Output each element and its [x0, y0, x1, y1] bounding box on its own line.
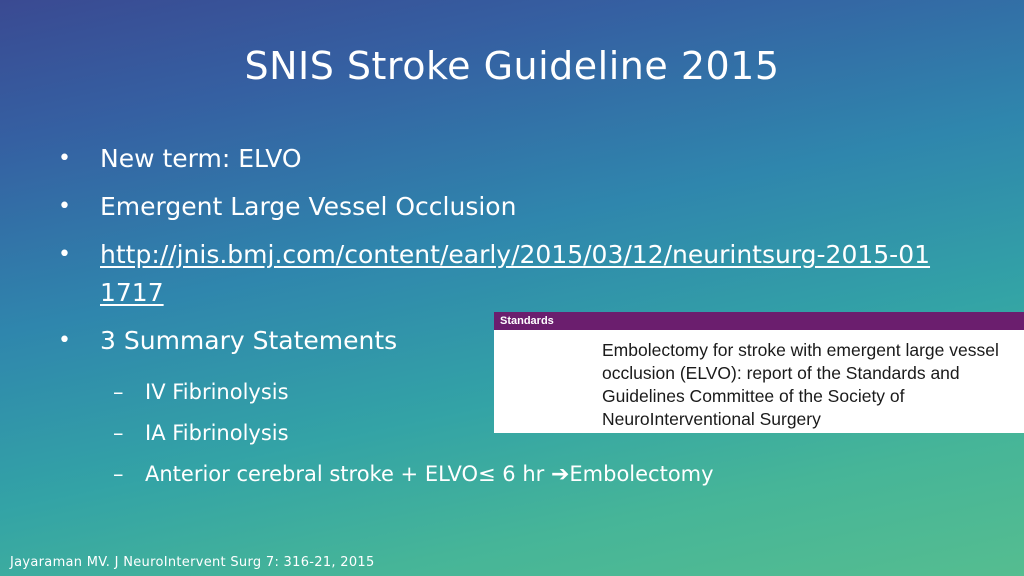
article-title: Embolectomy for stroke with emergent large vessel occlusion (ELVO): report of the Standards and Guidelines Committee of the Society of NeuroInterventional Surgery	[602, 340, 999, 429]
right-arrow-icon: ➔	[550, 462, 570, 487]
bullet-elvo-definition	[58, 188, 958, 226]
sub-bullet-text: IA Fibrinolysis	[145, 421, 289, 445]
dash-icon: –	[113, 380, 124, 404]
bullet-url	[58, 236, 940, 312]
jnis-article-link[interactable]: http://jnis.bmj.com/content/early/2015/03/12/neurintsurg-2015-011717	[100, 240, 931, 307]
bullet-icon: •	[58, 194, 71, 219]
sub-bullet-text: IV Fibrinolysis	[145, 380, 289, 404]
slide-title: SNIS Stroke Guideline 2015	[244, 44, 780, 88]
bullet-text: 3 Summary Statements	[100, 326, 398, 355]
bullet-icon: •	[58, 146, 71, 171]
dash-icon: –	[113, 421, 124, 445]
sub-bullet-text-end: Embolectomy	[569, 462, 714, 486]
bullet-new-term	[58, 140, 958, 178]
bullet-icon: •	[58, 328, 71, 353]
dash-icon: –	[113, 462, 124, 486]
bullet-icon: •	[58, 242, 71, 267]
article-section-label: Standards	[494, 312, 1024, 330]
sub-bullet-text: Anterior cerebral stroke + ELVO≤ 6 hr	[145, 462, 551, 486]
sub-bullet-embolectomy	[113, 460, 714, 489]
bullet-text: New term: ELVO	[100, 144, 302, 173]
article-header-image	[494, 312, 1024, 433]
citation-footer: Jayaraman MV. J NeuroIntervent Surg 7: 316-21, 2015	[10, 555, 375, 570]
bullet-text: Emergent Large Vessel Occlusion	[100, 192, 517, 221]
